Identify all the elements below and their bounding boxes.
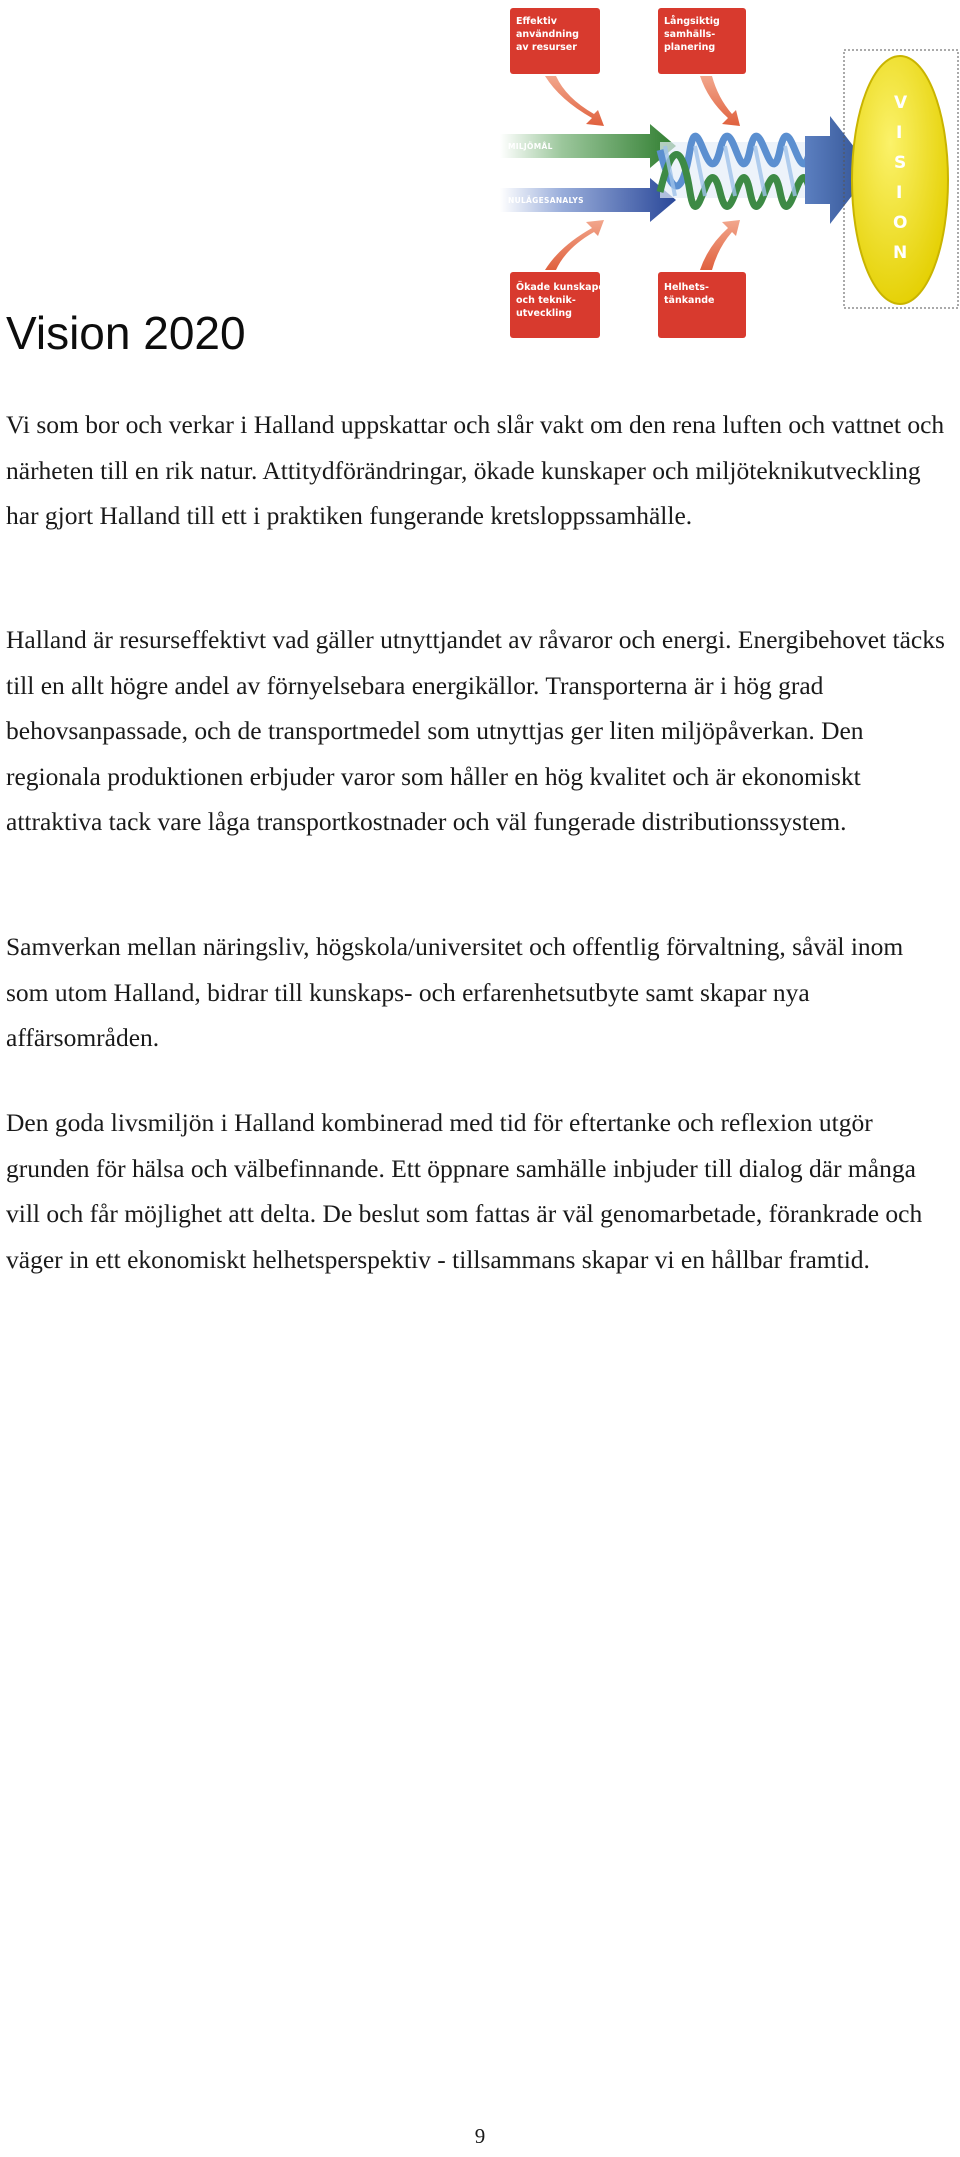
paragraph-2: Halland är resurseffektivt vad gäller utnyttjandet av råvaror och energi. Energibehovet täcks till en allt högre andel av förnyelsebara energikällor. Transporterna är i hög grad behovsanpassade, och de transportmedel som utnyttjas ger liten miljöpåverkan. Den regionala produktionen erbjuder varor som håller en hög kvalitet och är ekonomiskt attraktiva tack vare låga transportkostnader och väl fungerade distributionssystem. bbox=[6, 625, 945, 836]
svg-text:tänkande bbox=[664, 295, 714, 306]
svg-text:NULÄGESANALYS bbox=[508, 196, 584, 205]
svg-text:utveckling bbox=[516, 308, 572, 319]
box-bottom-left-line-1: Ökade kunskaper bbox=[516, 282, 610, 293]
paragraph-3: Samverkan mellan näringsliv, högskola/universitet och offentlig förvaltning, såväl inom som utom Halland, bidrar till kunskaps- och erfarenhetsutbyte samt skapar nya affärsområden. bbox=[6, 932, 904, 1052]
svg-text:Helhets- bbox=[664, 282, 709, 293]
svg-text:samhälls- bbox=[664, 29, 715, 40]
box-top-left-line-1: Effektiv bbox=[516, 16, 557, 27]
svg-text:Ökade kunskaper bbox=[516, 282, 610, 293]
svg-text:MILJÖMÅL bbox=[508, 142, 553, 151]
curve-arrow-bottom-right bbox=[700, 220, 740, 270]
box-top-left-line-3: av resurser bbox=[516, 42, 577, 53]
box-top-left-line-2: användning bbox=[516, 29, 579, 40]
box-bottom-right-line-1: Helhets- bbox=[664, 282, 709, 293]
svg-text:V bbox=[894, 93, 908, 113]
curve-arrow-bottom-left bbox=[545, 220, 604, 270]
svg-text:planering bbox=[664, 42, 715, 53]
box-top-right-line-2: samhälls- bbox=[664, 29, 716, 40]
curve-arrow-top-left bbox=[545, 76, 604, 126]
box-bottom-right-line-2: tänkande bbox=[664, 295, 715, 306]
box-bottom-left-line-3: utveckling bbox=[516, 308, 572, 319]
vision-letter-4: I bbox=[896, 183, 903, 203]
vision-diagram bbox=[500, 0, 960, 345]
page-title: Vision 2020 bbox=[6, 307, 246, 359]
arrow-lower-label: NULÄGESANALYS bbox=[508, 196, 584, 205]
spiral-braid bbox=[660, 136, 810, 206]
svg-text:Långsiktig bbox=[664, 16, 720, 27]
svg-text:S bbox=[894, 153, 906, 173]
svg-text:och teknik- bbox=[516, 295, 576, 306]
curve-arrow-top-right bbox=[700, 76, 740, 126]
vision-letter-1: V bbox=[894, 93, 908, 113]
page-number: 9 bbox=[474, 2124, 486, 2148]
paragraph-4: Den goda livsmiljön i Halland kombinerad med tid för eftertanke och reflexion utgör grunden för hälsa och välbefinnande. Ett öppnare samhälle inbjuder till dialog där många vill och får möjlighet att delta. De beslut som fattas är väl genomarbetade, förankrade och väger in ett ekonomiskt helhetsperspektiv - tillsammans skapar vi en hållbar framtid. bbox=[6, 1108, 923, 1274]
vision-letter-3: S bbox=[894, 153, 907, 173]
paragraph-1: Vi som bor och verkar i Halland uppskattar och slår vakt om den rena luften och vattnet och närheten till en rik natur. Attitydförändringar, ökade kunskaper och miljöteknikutveckling har gjort Halland till ett i praktiken fungerande kretsloppssamhälle. bbox=[6, 410, 945, 530]
svg-text:användning bbox=[516, 29, 579, 40]
box-top-right-line-3: planering bbox=[664, 42, 716, 53]
svg-text:av resurser bbox=[516, 42, 577, 53]
arrow-upper-label: MILJÖMÅL bbox=[508, 142, 553, 151]
box-top-right-line-1: Långsiktig bbox=[664, 16, 720, 27]
vision-letter-2: I bbox=[896, 123, 903, 143]
vision-letter-5: O bbox=[893, 213, 908, 233]
vision-letter-6: N bbox=[893, 243, 908, 263]
svg-text:I bbox=[896, 183, 902, 203]
svg-text:I bbox=[896, 123, 902, 143]
vision-diagram-graphic bbox=[500, 0, 960, 345]
box-bottom-left-line-2: och teknik- bbox=[516, 295, 576, 306]
svg-text:N bbox=[893, 243, 907, 263]
svg-text:O bbox=[893, 213, 907, 233]
svg-text:Effektiv bbox=[516, 16, 558, 27]
